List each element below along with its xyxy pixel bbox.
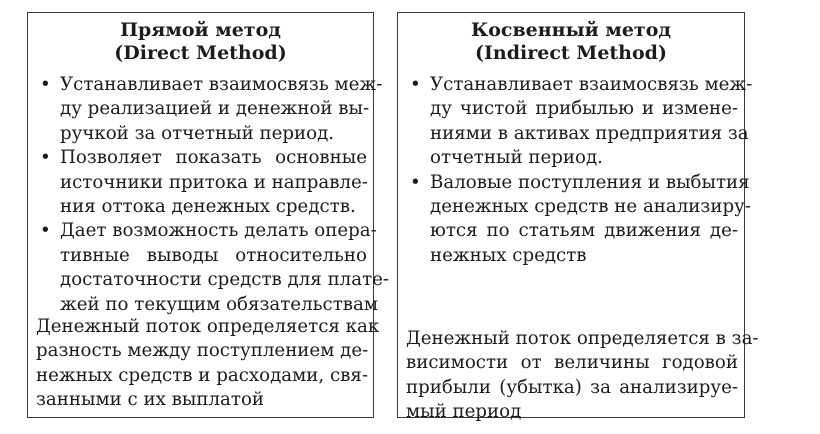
indirect-method-footer: [406, 327, 759, 425]
bullet-line: ду реализацией и денежной вы-: [60, 98, 370, 120]
footer-line: прибыли (убытка) за анализируе-: [406, 376, 738, 398]
direct-method-footer: [36, 315, 380, 413]
bullet-line: ния оттока денежных средств.: [60, 196, 356, 218]
bullet-item: [36, 146, 367, 219]
bullet-item: [36, 73, 383, 146]
bullet-line: ду чистой прибылью и измене-: [430, 98, 738, 120]
bullet-dot-icon: •: [410, 171, 421, 193]
bullet-item: [406, 171, 751, 269]
bullet-dot-icon: •: [40, 220, 51, 242]
bullet-item: [406, 73, 753, 171]
footer-line: Денежный поток определяется в за-: [406, 328, 759, 349]
footer-line: мый период: [406, 401, 522, 423]
bullet-line: источники притока и направле-: [60, 171, 368, 193]
footer-line: Денежный поток определяется как: [36, 316, 380, 337]
bullet-line: Устанавливает взаимосвязь меж-: [60, 74, 383, 95]
footer-line: занными с их выплатой: [36, 389, 265, 411]
footer-line: висимости от величины годовой: [406, 352, 738, 374]
bullet-line: ются по статьям движения де-: [430, 220, 738, 242]
indirect-method-box: [397, 12, 759, 423]
bullet-line: Позволяет показать основные: [60, 147, 367, 169]
bullet-line: Валовые поступления и выбытия: [430, 171, 750, 193]
direct-method-bullets: [36, 73, 390, 317]
bullet-dot-icon: •: [40, 147, 51, 169]
bullet-dot-icon: •: [410, 74, 421, 95]
bullet-line: ниями в активах предприятия за: [430, 122, 749, 144]
bullet-line: отчетный период.: [430, 147, 603, 169]
footer-line: разность между поступлением де-: [36, 340, 369, 362]
indirect-method-subtitle: (Indirect Method): [475, 42, 667, 64]
bullet-line: нежных средств: [430, 244, 587, 266]
direct-method-subtitle: (Direct Method): [114, 42, 287, 64]
bullet-item: [36, 219, 390, 317]
direct-method-box: [27, 12, 390, 418]
bullet-line: тивные выводы относительно: [60, 244, 367, 266]
bullet-line: жей по текущим обязательствам: [60, 293, 378, 315]
direct-method-title: Прямой метод: [120, 19, 281, 41]
indirect-method-bullets: [406, 73, 753, 268]
bullet-dot-icon: •: [40, 74, 51, 95]
bullet-line: достаточности средств для плате-: [60, 269, 390, 291]
footer-line: нежных средств и расходами, свя-: [36, 364, 369, 386]
bullet-line: денежных средств не анализиру-: [430, 196, 751, 218]
indirect-method-title: Косвенный метод: [470, 19, 672, 41]
bullet-line: ручкой за отчетный период.: [60, 122, 335, 144]
bullet-line: Дает возможность делать опера-: [60, 220, 377, 242]
bullet-line: Устанавливает взаимосвязь меж-: [430, 74, 753, 95]
